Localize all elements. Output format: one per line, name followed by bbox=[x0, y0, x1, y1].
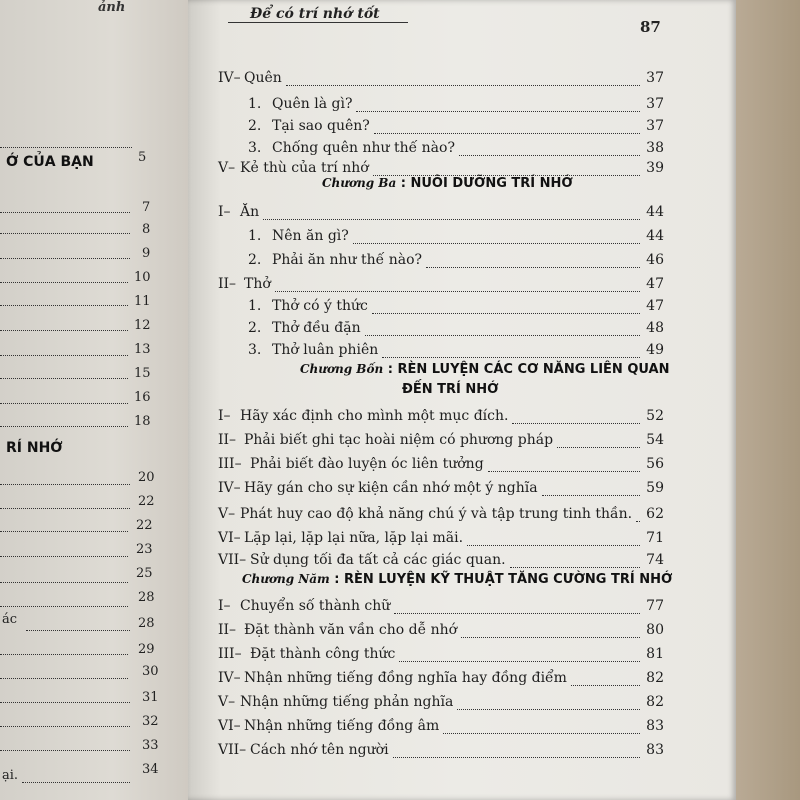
toc-entry-page: 46 bbox=[646, 252, 664, 268]
toc-entry-page: 56 bbox=[646, 456, 664, 472]
toc-entry-page: 62 bbox=[646, 506, 664, 522]
toc-entry-leader bbox=[374, 133, 640, 134]
toc-entry-page: 44 bbox=[646, 204, 664, 220]
toc-entry-page: 39 bbox=[646, 160, 664, 176]
toc-entry bbox=[218, 252, 664, 274]
left-page-number: 7 bbox=[142, 200, 151, 215]
toc-entry-text: Thở luân phiên bbox=[272, 342, 379, 358]
toc-entry-page: 59 bbox=[646, 480, 664, 496]
left-page-number: 5 bbox=[138, 150, 147, 165]
left-page-number: 12 bbox=[134, 318, 151, 333]
toc-entry-page: 74 bbox=[646, 552, 664, 568]
toc-entry-leader bbox=[510, 567, 640, 568]
toc-entry-number: VI– bbox=[218, 718, 241, 734]
toc-entry-leader bbox=[571, 685, 640, 686]
toc-entry-page: 47 bbox=[646, 298, 664, 314]
toc-entry-leader bbox=[372, 313, 640, 314]
toc-entry-number: 2. bbox=[248, 320, 262, 336]
toc-entry bbox=[218, 432, 664, 454]
toc-entry-leader bbox=[488, 471, 640, 472]
toc-entry-number: V– bbox=[218, 694, 236, 710]
toc-entry-text: Nên ăn gì? bbox=[272, 228, 349, 244]
toc-entry-leader bbox=[399, 661, 640, 662]
left-page-number: 15 bbox=[134, 366, 151, 381]
left-page bbox=[0, 0, 188, 800]
left-page-number: 25 bbox=[136, 566, 153, 581]
left-page-number: 20 bbox=[138, 470, 155, 485]
chapter-title-line2: ĐẾN TRÍ NHỚ bbox=[402, 382, 499, 397]
toc-entry-number: 1. bbox=[248, 298, 262, 314]
toc-entry bbox=[218, 742, 664, 764]
toc-entry-leader bbox=[461, 637, 640, 638]
toc-entry bbox=[218, 118, 664, 140]
toc-entry-text: Nhận những tiếng phản nghĩa bbox=[240, 694, 454, 710]
toc-entry-page: 71 bbox=[646, 530, 664, 546]
toc-entry-text: Sử dụng tối đa tất cả các giác quan. bbox=[250, 552, 506, 568]
toc-entry-number: IV– bbox=[218, 670, 241, 686]
toc-entry-text: Lặp lại, lặp lại nữa, lặp lại mãi. bbox=[244, 530, 464, 546]
toc-entry-leader bbox=[393, 757, 640, 758]
toc-entry-text: Phát huy cao độ khả năng chú ý và tập trung tinh thần. bbox=[240, 506, 633, 522]
toc-entry-page: 37 bbox=[646, 118, 664, 134]
toc-entry-page: 54 bbox=[646, 432, 664, 448]
toc-entry bbox=[218, 342, 664, 364]
toc-entry-leader bbox=[353, 243, 640, 244]
toc-entry-page: 82 bbox=[646, 670, 664, 686]
toc-entry-page: 48 bbox=[646, 320, 664, 336]
toc-entry-leader bbox=[457, 709, 640, 710]
chapter-heading bbox=[322, 176, 573, 191]
toc-entry bbox=[218, 530, 664, 552]
toc-entry-text: Chuyển số thành chữ bbox=[240, 598, 391, 614]
toc-entry bbox=[218, 552, 664, 574]
toc-entry-text: Ăn bbox=[240, 204, 260, 220]
chapter-label: Chương Bốn bbox=[300, 362, 384, 376]
toc-entry bbox=[218, 228, 664, 250]
page-number: 87 bbox=[640, 18, 661, 36]
toc-entry bbox=[218, 506, 664, 528]
left-header-fragment: ảnh bbox=[98, 0, 126, 15]
toc-entry bbox=[218, 298, 664, 320]
left-page-number: 18 bbox=[134, 414, 151, 429]
toc-entry-leader bbox=[382, 357, 640, 358]
toc-entry-number: VII– bbox=[218, 742, 247, 758]
toc-entry-leader bbox=[286, 85, 640, 86]
toc-entry-text: Phải biết đào luyện óc liên tưởng bbox=[250, 456, 484, 472]
backdrop bbox=[736, 0, 800, 800]
toc-entry-text: Thở bbox=[244, 276, 271, 292]
chapter-heading bbox=[300, 362, 669, 377]
toc-entry-number: V– bbox=[218, 160, 236, 176]
toc-entry bbox=[218, 456, 664, 478]
toc-entry-leader bbox=[459, 155, 640, 156]
toc-entry-number: II– bbox=[218, 432, 237, 448]
left-page-number: 8 bbox=[142, 222, 151, 237]
toc-entry bbox=[218, 670, 664, 692]
toc-entry-page: 38 bbox=[646, 140, 664, 156]
chapter-title: RÈN LUYỆN KỸ THUẬT TĂNG CƯỜNG TRÍ NHỚ bbox=[344, 572, 673, 587]
toc-entry-page: 47 bbox=[646, 276, 664, 292]
toc-entry-number: VI– bbox=[218, 530, 241, 546]
left-page-number: 33 bbox=[142, 738, 159, 753]
left-page-number: 23 bbox=[136, 542, 153, 557]
left-page-number: 30 bbox=[142, 664, 159, 679]
toc-entry-number: IV– bbox=[218, 70, 241, 86]
toc-entry-text: Đặt thành công thức bbox=[250, 646, 396, 662]
toc-entry-number: III– bbox=[218, 646, 242, 662]
left-page-number: 32 bbox=[142, 714, 159, 729]
chapter-label: Chương Ba bbox=[322, 176, 397, 190]
toc-entry-text: Đặt thành văn vần cho dễ nhớ bbox=[244, 622, 458, 638]
toc-entry bbox=[218, 408, 664, 430]
chapter-separator: : bbox=[383, 362, 398, 377]
toc-entry-leader bbox=[275, 291, 640, 292]
toc-entry bbox=[218, 96, 664, 118]
toc-entry-leader bbox=[443, 733, 640, 734]
toc-entry-number: I– bbox=[218, 598, 231, 614]
toc-entry-text: Cách nhớ tên người bbox=[250, 742, 389, 758]
toc-entry-text: Phải ăn như thế nào? bbox=[272, 252, 423, 268]
chapter-title: RÈN LUYỆN CÁC CƠ NĂNG LIÊN QUAN bbox=[397, 362, 670, 377]
toc-entry bbox=[218, 598, 664, 620]
chapter-separator: : bbox=[396, 176, 411, 191]
left-section-heading-2: RÍ NHỚ bbox=[6, 440, 63, 456]
toc-entry-number: 1. bbox=[248, 96, 262, 112]
toc-entry-page: 82 bbox=[646, 694, 664, 710]
toc-entry-number: 3. bbox=[248, 140, 262, 156]
toc-entry-number: 2. bbox=[248, 118, 262, 134]
chapter-separator: : bbox=[329, 572, 345, 587]
toc-entry-number: I– bbox=[218, 408, 231, 424]
toc-entry-page: 37 bbox=[646, 96, 664, 112]
toc-entry-page: 49 bbox=[646, 342, 664, 358]
toc-entry-leader bbox=[512, 423, 640, 424]
toc-entry bbox=[218, 204, 664, 226]
left-page-number: 16 bbox=[134, 390, 151, 405]
toc-entry bbox=[218, 140, 664, 162]
left-page-number: 10 bbox=[134, 270, 151, 285]
left-page-number: 22 bbox=[138, 494, 155, 509]
toc-entry bbox=[218, 480, 664, 502]
toc-entry bbox=[218, 276, 664, 298]
toc-entry-number: I– bbox=[218, 204, 231, 220]
toc-entry-number: II– bbox=[218, 276, 237, 292]
toc-entry-text: Tại sao quên? bbox=[272, 118, 370, 134]
toc-entry-number: VII– bbox=[218, 552, 247, 568]
chapter-label: Chương Năm bbox=[242, 572, 330, 586]
left-page-number: 22 bbox=[136, 518, 153, 533]
running-header-title: Để có trí nhớ tốt bbox=[250, 6, 380, 22]
left-page-number: 9 bbox=[142, 246, 151, 261]
chapter-title: NUÔI DƯỠNG TRÍ NHỚ bbox=[410, 176, 573, 191]
toc-entry bbox=[218, 70, 664, 92]
left-page-number: 34 bbox=[142, 762, 159, 777]
left-page-number: 13 bbox=[134, 342, 151, 357]
left-page-number: 11 bbox=[134, 294, 151, 309]
toc-entry-text: Phải biết ghi tạc hoài niệm có phương pháp bbox=[244, 432, 554, 448]
toc-entry-page: 52 bbox=[646, 408, 664, 424]
left-page-number: 31 bbox=[142, 690, 159, 705]
toc-entry-leader bbox=[356, 111, 640, 112]
toc-entry-number: 2. bbox=[248, 252, 262, 268]
header-rule bbox=[228, 22, 408, 23]
toc-entry-page: 80 bbox=[646, 622, 664, 638]
toc-entry-number: 3. bbox=[248, 342, 262, 358]
left-page-number: 29 bbox=[138, 642, 155, 657]
toc-entry-text: Thở đều đặn bbox=[272, 320, 361, 336]
toc-entry bbox=[218, 646, 664, 668]
left-fragment-ai: ại. bbox=[2, 768, 19, 783]
toc-entry-leader bbox=[636, 521, 640, 522]
toc-entry-text: Quên là gì? bbox=[272, 96, 353, 112]
toc-entry bbox=[218, 718, 664, 740]
toc-entry-number: II– bbox=[218, 622, 237, 638]
toc-entry bbox=[218, 622, 664, 644]
toc-entry-text: Hãy xác định cho mình một mục đích. bbox=[240, 408, 509, 424]
toc-entry-text: Chống quên như thế nào? bbox=[272, 140, 455, 156]
toc-entry-page: 83 bbox=[646, 718, 664, 734]
toc-entry-text: Quên bbox=[244, 70, 282, 86]
toc-entry-text: Nhận những tiếng đồng nghĩa hay đồng điểm bbox=[244, 670, 567, 686]
toc-entry-leader bbox=[394, 613, 640, 614]
chapter-heading bbox=[242, 572, 672, 587]
left-page-number: 28 bbox=[138, 590, 155, 605]
toc-entry-page: 83 bbox=[646, 742, 664, 758]
toc-entry-leader bbox=[365, 335, 640, 336]
toc-entry-text: Thở có ý thức bbox=[272, 298, 368, 314]
toc-entry-text: Nhận những tiếng đồng âm bbox=[244, 718, 440, 734]
toc-entry-leader bbox=[263, 219, 640, 220]
toc-entry-number: V– bbox=[218, 506, 236, 522]
toc-entry-leader bbox=[557, 447, 640, 448]
toc-entry-text: Hãy gán cho sự kiện cần nhớ một ý nghĩa bbox=[244, 480, 538, 496]
toc-entry-number: IV– bbox=[218, 480, 241, 496]
toc-entry bbox=[218, 320, 664, 342]
left-fragment-hac: ác bbox=[2, 612, 18, 627]
toc-entry-leader bbox=[467, 545, 640, 546]
left-section-heading-1: Ớ CỦA BẠN bbox=[6, 154, 94, 170]
toc-entry-page: 77 bbox=[646, 598, 664, 614]
toc-entry-number: III– bbox=[218, 456, 242, 472]
toc-entry bbox=[218, 694, 664, 716]
left-page-number: 28 bbox=[138, 616, 155, 631]
toc-entry-page: 44 bbox=[646, 228, 664, 244]
toc-entry-number: 1. bbox=[248, 228, 262, 244]
toc-entry-page: 37 bbox=[646, 70, 664, 86]
toc-entry-leader bbox=[542, 495, 640, 496]
toc-entry-text: Kẻ thù của trí nhớ bbox=[240, 160, 369, 176]
toc-entry-page: 81 bbox=[646, 646, 664, 662]
toc-entry-leader bbox=[426, 267, 640, 268]
